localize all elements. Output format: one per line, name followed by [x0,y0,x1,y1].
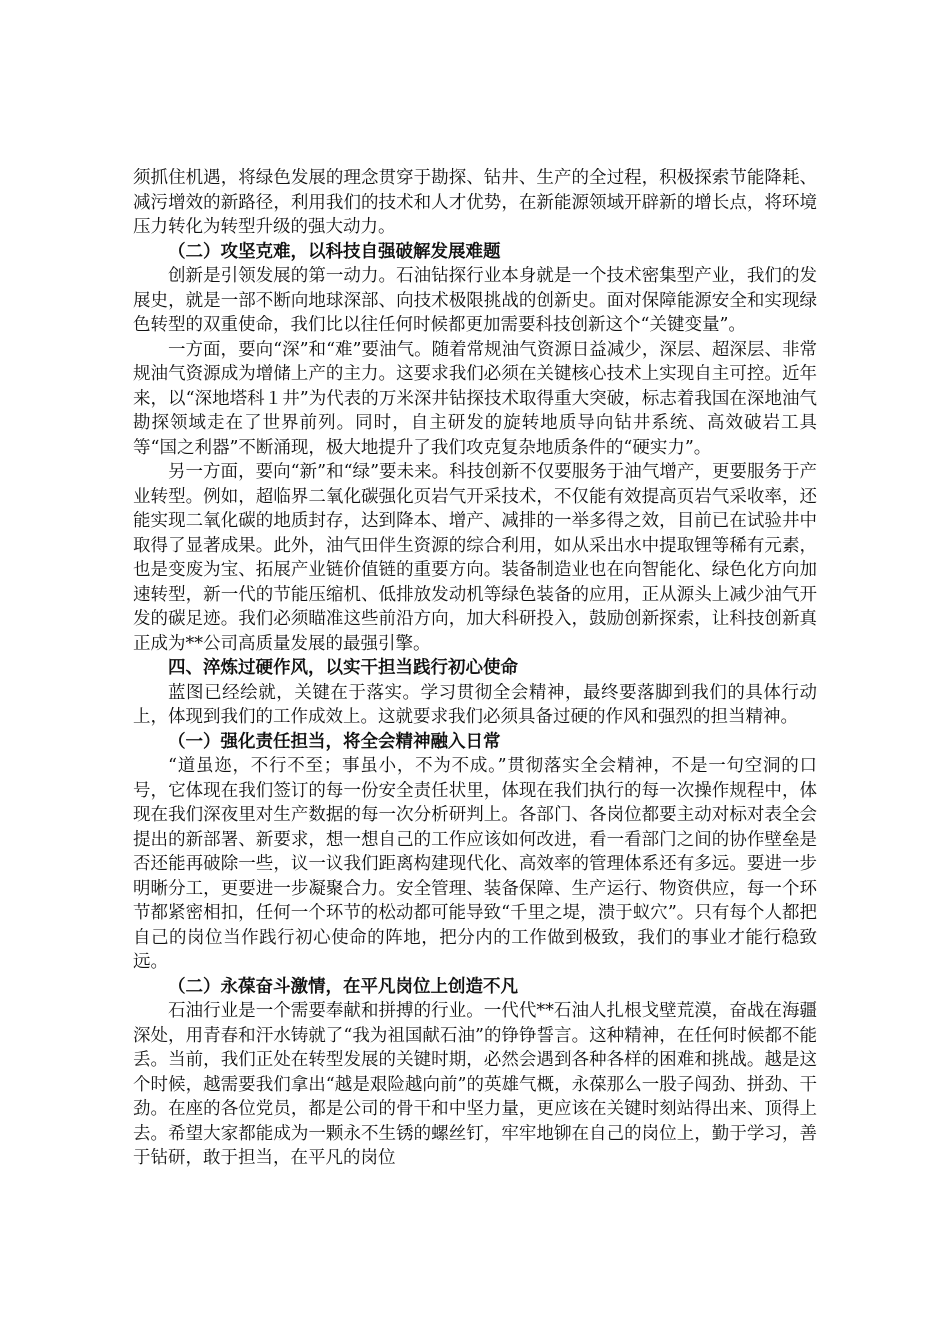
body-paragraph: 石油行业是一个需要奉献和拼搏的行业。一代代**石油人扎根戈壁荒漠，奋战在海疆深处，用青春和汗水铸就了“我为祖国献石油”的铮铮誓言。这种精神，在任何时候都不能丢。当前，我们正处在转型发展的关键时期，必然会遇到各种各样的困难和挑战。越是这个时候，越需要我们拿出“越是艰险越向前”的英雄气概，永葆那么一股子闯劲、拼劲、干劲。在座的各位党员，都是公司的骨干和中坚力量，更应该在关键时刻站得出来、顶得上去。希望大家都能成为一颗永不生锈的螺丝钉，牢牢地铆在自己的岗位上，勤于学习，善于钻研，敢于担当，在平凡的岗位 [133,1001,817,1168]
body-paragraph: 另一方面，要向“新”和“绿”要未来。科技创新不仅要服务于油气增产，更要服务于产业转型。例如，超临界二氧化碳强化页岩气开采技术，不仅能有效提高页岩气采收率，还能实现二氧化碳的地质封存，达到降本、增产、减排的一举多得之效，目前已在试验井中取得了显著成果。此外，油气田伴生资源的综合利用，如从采出水中提取锂等稀有元素，也是变废为宝、拓展产业链价值链的重要方向。装备制造业也在向智能化、绿色化方向加速转型，新一代的节能压缩机、低排放发动机等绿色装备的应用，正从源头上减少油气开发的碳足迹。我们必须瞄准这些前沿方向，加大科研投入，鼓励创新探索，让科技创新真正成为**公司高质量发展的最强引擎。 [133,462,817,654]
document-page [133,166,817,1171]
section-heading: 四、淬炼过硬作风，以实干担当践行初心使命 [168,658,518,678]
section-heading: （二）攻坚克难，以科技自强破解发展难题 [168,241,501,262]
section-heading: （一）强化责任担当，将全会精神融入日常 [168,731,501,752]
body-paragraph: 须抓住机遇，将绿色发展的理念贯穿于勘探、钻井、生产的全过程，积极探索节能降耗、减污增效的新路径，利用我们的技术和人才优势，在新能源领域开辟新的增长点，将环境压力转化为转型升级的强大动力。 [133,168,817,237]
body-paragraph: 创新是引领发展的第一动力。石油钻探行业本身就是一个技术密集型产业，我们的发展史，就是一部不断向地球深部、向技术极限挑战的创新史。面对保障能源安全和实现绿色转型的双重使命，我们比以往任何时候都更加需要科技创新这个“关键变量”。 [133,266,817,335]
body-paragraph: “道虽迩，不行不至；事虽小，不为不成。”贯彻落实全会精神，不是一句空洞的口号，它体现在我们签订的每一份安全责任状里，体现在我们执行的每一次操作规程中，体现在我们深夜里对生产数据的每一次分析研判上。各部门、各岗位都要主动对标对表全会提出的新部署、新要求，想一想自己的工作应该如何改进，看一看部门之间的协作壁垒是否还能再破除一些，议一议我们距离构建现代化、高效率的管理体系还有多远。要进一步明晰分工，更要进一步凝聚合力。安全管理、装备保障、生产运行、物资供应，每一个环节都紧密相扣，任何一个环节的松动都可能导致“千里之堤，溃于蚁穴”。只有每个人都把自己的岗位当作践行初心使命的阵地，把分内的工作做到极致，我们的事业才能行稳致远。 [133,756,817,972]
section-heading: （二）永葆奋斗激情，在平凡岗位上创造不凡 [168,976,518,997]
body-paragraph: 一方面，要向“深”和“难”要油气。随着常规油气资源日益减少，深层、超深层、非常规油气资源成为增储上产的主力。这要求我们必须在关键核心技术上实现自主可控。近年来，以“深地塔科１井”为代表的万米深井钻探技术取得重大突破，标志着我国在深地油气勘探领域走在了世界前列。同时，自主研发的旋转地质导向钻井系统、高效破岩工具等“国之利器”不断涌现，极大地提升了我们攻克复杂地质条件的“硬实力”。 [133,339,817,458]
body-paragraph: 蓝图已经绘就，关键在于落实。学习贯彻全会精神，最终要落脚到我们的具体行动上，体现到我们的工作成效上。这就要求我们必须具备过硬的作风和强烈的担当精神。 [133,682,817,727]
